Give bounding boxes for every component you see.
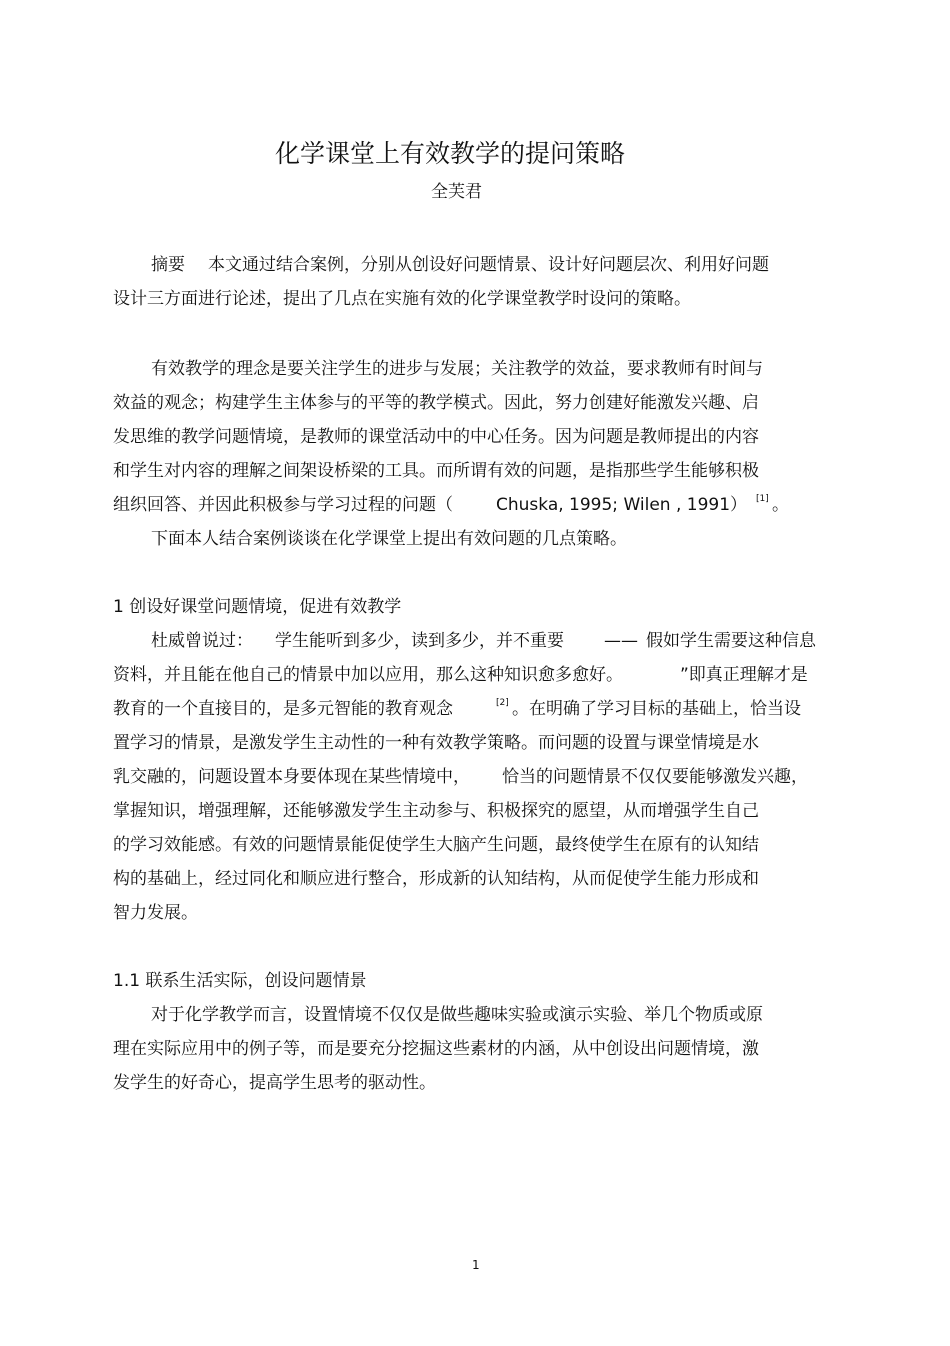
paragraph-line: 有效教学的理念是要关注学生的进步与发展；关注教学的效益，要求教师有时间与 [151, 359, 763, 379]
section-heading: 1 创设好课堂问题情境，促进有效教学 [113, 597, 402, 617]
paragraph-line: 发学生的好奇心，提高学生思考的驱动性。 [113, 1073, 436, 1093]
paragraph-line: 掌握知识，增强理解，还能够激发学生主动参与、积极探究的愿望，从而增强学生自己 [113, 801, 759, 821]
paragraph-line: 和学生对内容的理解之间架设桥梁的工具。而所谓有效的问题，是指那些学生能够积极 [113, 461, 759, 481]
abstract-line: 本文通过结合案例，分别从创设好问题情景、设计好问题层次、利用好问题 [208, 255, 769, 275]
paragraph-line: 教育的一个直接目的，是多元智能的教育观念 [113, 699, 453, 719]
reference-marker [754, 494, 769, 520]
paragraph-line: —— [604, 631, 638, 651]
paragraph-line: 构的基础上，经过同化和顺应进行整合，形成新的认知结构，从而促使学生能力形成和 [113, 869, 759, 889]
paragraph-line: 置学习的情景，是激发学生主动性的一种有效教学策略。而问题的设置与课堂情境是水 [113, 733, 759, 753]
author: 全芙君 [431, 182, 482, 202]
paragraph-line: 发思维的教学问题情境，是教师的课堂活动中的中心任务。因为问题是教师提出的内容 [113, 427, 759, 447]
paragraph-line: 乳交融的，问题设置本身要体现在某些情境中， [113, 767, 470, 787]
paragraph-line: 学生能听到多少，读到多少，并不重要 [275, 631, 564, 651]
abstract-label: 摘要 [151, 255, 185, 275]
page-title: 化学课堂上有效教学的提问策略 [275, 139, 626, 168]
paragraph-line: 效益的观念；构建学生主体参与的平等的教学模式。因此，努力创建好能激发兴趣、启 [113, 393, 759, 413]
reference-2: [2] [496, 698, 509, 708]
page-number: 1 [472, 1258, 480, 1272]
paragraph-line: 恰当的问题情景不仅仅要能够激发兴趣， [502, 767, 808, 787]
paragraph-line: 。 [772, 495, 789, 515]
paragraph-line: 对于化学教学而言，设置情境不仅仅是做些趣味实验或演示实验、举几个物质或原 [151, 1005, 763, 1025]
paragraph-line: 下面本人结合案例谈谈在化学课堂上提出有效问题的几点策略。 [151, 529, 627, 549]
paragraph-line: 智力发展。 [113, 903, 198, 923]
reference-1: [1] [756, 494, 769, 504]
paragraph-line: 资料，并且能在他自己的情景中加以应用，那么这种知识愈多愈好。 [113, 665, 623, 685]
abstract-line: 设计三方面进行论述，提出了几点在实施有效的化学课堂教学时设问的策略。 [113, 289, 691, 309]
paragraph-line: 的学习效能感。有效的问题情景能促使学生大脑产生问题，最终使学生在原有的认知结 [113, 835, 759, 855]
reference-marker [494, 698, 509, 724]
paragraph-line: 杜威曾说过： [151, 631, 253, 651]
paragraph-line: 假如学生需要这种信息 [646, 631, 816, 651]
citation-text: Chuska, 1995; Wilen , 1991） [496, 495, 748, 515]
paragraph-line: 。在明确了学习目标的基础上，恰当设 [512, 699, 801, 719]
paragraph-line: 组织回答、并因此积极参与学习过程的问题（ [113, 495, 453, 515]
paragraph-line: 理在实际应用中的例子等，而是要充分挖掘这些素材的内涵，从中创设出问题情境，激 [113, 1039, 759, 1059]
subsection-heading: 1.1 联系生活实际，创设问题情景 [113, 971, 367, 991]
paragraph-line: ”即真正理解才是 [680, 665, 808, 685]
